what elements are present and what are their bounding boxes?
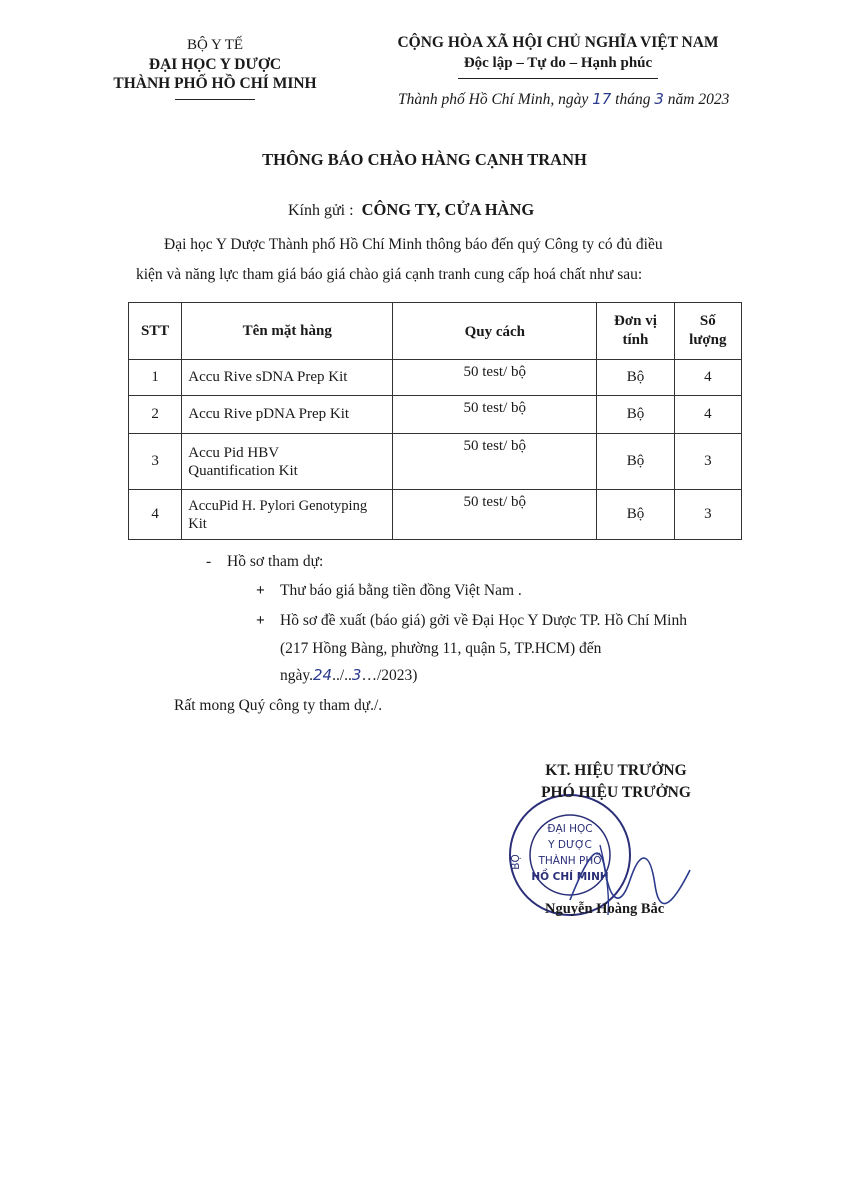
- signature-stroke: [570, 853, 690, 903]
- items-table: [128, 302, 742, 540]
- salutation: [288, 200, 534, 220]
- dossier-heading: [206, 553, 323, 571]
- header-unit: [597, 303, 674, 360]
- cell-spec: 50 test/ bộ: [393, 434, 597, 490]
- table-row: [129, 360, 742, 396]
- national-motto: Độc lập – Tự do – Hạnh phúc: [463, 55, 653, 71]
- intro-line-1: Đại học Y Dược Thành phố Hồ Chí Minh thông báo đến quý Công ty có đủ điều: [164, 236, 663, 253]
- bullet-plus: +: [256, 612, 265, 629]
- cell-unit: Bộ: [597, 396, 674, 434]
- cell-item-name: [182, 434, 393, 490]
- cell-stt: 3: [129, 434, 182, 490]
- cell-qty: 3: [674, 434, 741, 490]
- cell-spec: 50 test/ bộ: [393, 360, 597, 396]
- ministry-name: BỘ Y TẾ: [186, 37, 244, 53]
- deadline-month-handwritten: 3: [351, 666, 362, 684]
- salutation-label: Kính gửi :: [288, 202, 354, 219]
- national-header: [368, 32, 748, 79]
- cell-item-name: [182, 490, 393, 540]
- dossier-item-2-line1: Hồ sơ đề xuất (báo giá) gởi về Đại Học Y Dược TP. Hồ Chí Minh: [280, 612, 687, 629]
- cell-item-name-line1: Accu Pid HBV: [188, 444, 280, 461]
- salutation-recipient: CÔNG TY, CỬA HÀNG: [361, 200, 535, 219]
- dossier-heading-text: Hồ sơ tham dự:: [227, 553, 324, 570]
- cell-qty: 4: [674, 396, 741, 434]
- dossier-item-2: [256, 612, 687, 630]
- header-item-name: Tên mặt hàng: [182, 303, 393, 360]
- stamp-side-text: BỘ: [510, 854, 522, 870]
- deadline-separator: ../..: [332, 667, 352, 684]
- deadline-day-handwritten: 24: [313, 666, 333, 684]
- cell-item-name: Accu Rive sDNA Prep Kit: [182, 360, 393, 396]
- country-name: CỘNG HÒA XÃ HỘI CHỦ NGHĨA VIỆT NAM: [397, 34, 719, 51]
- bullet-plus: +: [256, 582, 265, 599]
- stamp-line-4: HỒ CHÍ MINH: [531, 871, 609, 883]
- cell-item-name: Accu Rive pDNA Prep Kit: [182, 396, 393, 434]
- dash-marker: -: [206, 553, 212, 570]
- header-qty-line1: Số: [699, 313, 716, 329]
- date-line: [398, 90, 729, 109]
- document-title: THÔNG BÁO CHÀO HÀNG CẠNH TRANH: [262, 150, 587, 169]
- cell-stt: 1: [129, 360, 182, 396]
- cell-unit: Bộ: [597, 360, 674, 396]
- dossier-item-2-line2: (217 Hồng Bàng, phường 11, quận 5, TP.HCM) đến: [280, 640, 602, 657]
- university-name-line2: THÀNH PHỐ HỒ CHÍ MINH: [113, 75, 317, 92]
- table-row: [129, 490, 742, 540]
- cell-spec: 50 test/ bộ: [393, 490, 597, 540]
- cell-item-name-line2: Kit: [188, 515, 207, 532]
- cell-qty: 3: [674, 490, 741, 540]
- stamp-line-1: ĐẠI HỌC: [547, 823, 593, 835]
- cell-unit: Bộ: [597, 434, 674, 490]
- cell-stt: 4: [129, 490, 182, 540]
- issuer-block: [100, 36, 330, 100]
- header-spec: Quy cách: [393, 303, 597, 360]
- dossier-deadline: [280, 666, 417, 685]
- deadline-suffix: …/2023): [361, 667, 418, 684]
- table-header-row: [129, 303, 742, 360]
- date-prefix: Thành phố Hồ Chí Minh, ngày: [398, 91, 589, 108]
- cell-unit: Bộ: [597, 490, 674, 540]
- signer-name: Nguyễn Hoàng Bắc: [545, 901, 665, 917]
- header-stt: STT: [129, 303, 182, 360]
- date-day-handwritten: 17: [592, 90, 612, 108]
- cell-qty: 4: [674, 360, 741, 396]
- dossier-item-1-text: Thư báo giá bằng tiền đồng Việt Nam .: [280, 582, 522, 599]
- header-qty: [674, 303, 741, 360]
- date-month-handwritten: 3: [654, 90, 664, 108]
- cell-spec: 50 test/ bộ: [393, 396, 597, 434]
- intro-line-2: kiện và năng lực tham giá báo giá chào giá cạnh tranh cung cấp hoá chất như sau:: [136, 266, 643, 283]
- motto-underline: [458, 78, 658, 79]
- header-qty-line2: lượng: [689, 332, 727, 348]
- cell-item-name-line2: Quantification Kit: [188, 462, 298, 479]
- signature-title-line1: KT. HIỆU TRƯỞNG: [545, 762, 687, 779]
- table-row: [129, 396, 742, 434]
- university-name-line1: ĐẠI HỌC Y DƯỢC: [148, 56, 282, 73]
- stamp-line-3: THÀNH PHỐ: [538, 855, 602, 867]
- closing-line: Rất mong Quý công ty tham dự./.: [174, 697, 383, 714]
- dossier-item-1: [256, 582, 522, 600]
- deadline-prefix: ngày.: [280, 667, 313, 684]
- date-month-label: tháng: [615, 91, 651, 108]
- cell-item-name-line1: AccuPid H. Pylori Genotyping: [188, 497, 368, 514]
- stamp-line-2: Y DƯỢC: [548, 839, 592, 851]
- cell-stt: 2: [129, 396, 182, 434]
- signature-title-line2: PHÓ HIỆU TRƯỞNG: [541, 784, 691, 801]
- date-year: năm 2023: [667, 91, 730, 108]
- header-unit-line1: Đơn vị: [614, 313, 657, 329]
- signature-title: [532, 760, 700, 804]
- table-row: [129, 434, 742, 490]
- header-unit-line2: tính: [622, 332, 649, 348]
- issuer-underline: [175, 99, 255, 100]
